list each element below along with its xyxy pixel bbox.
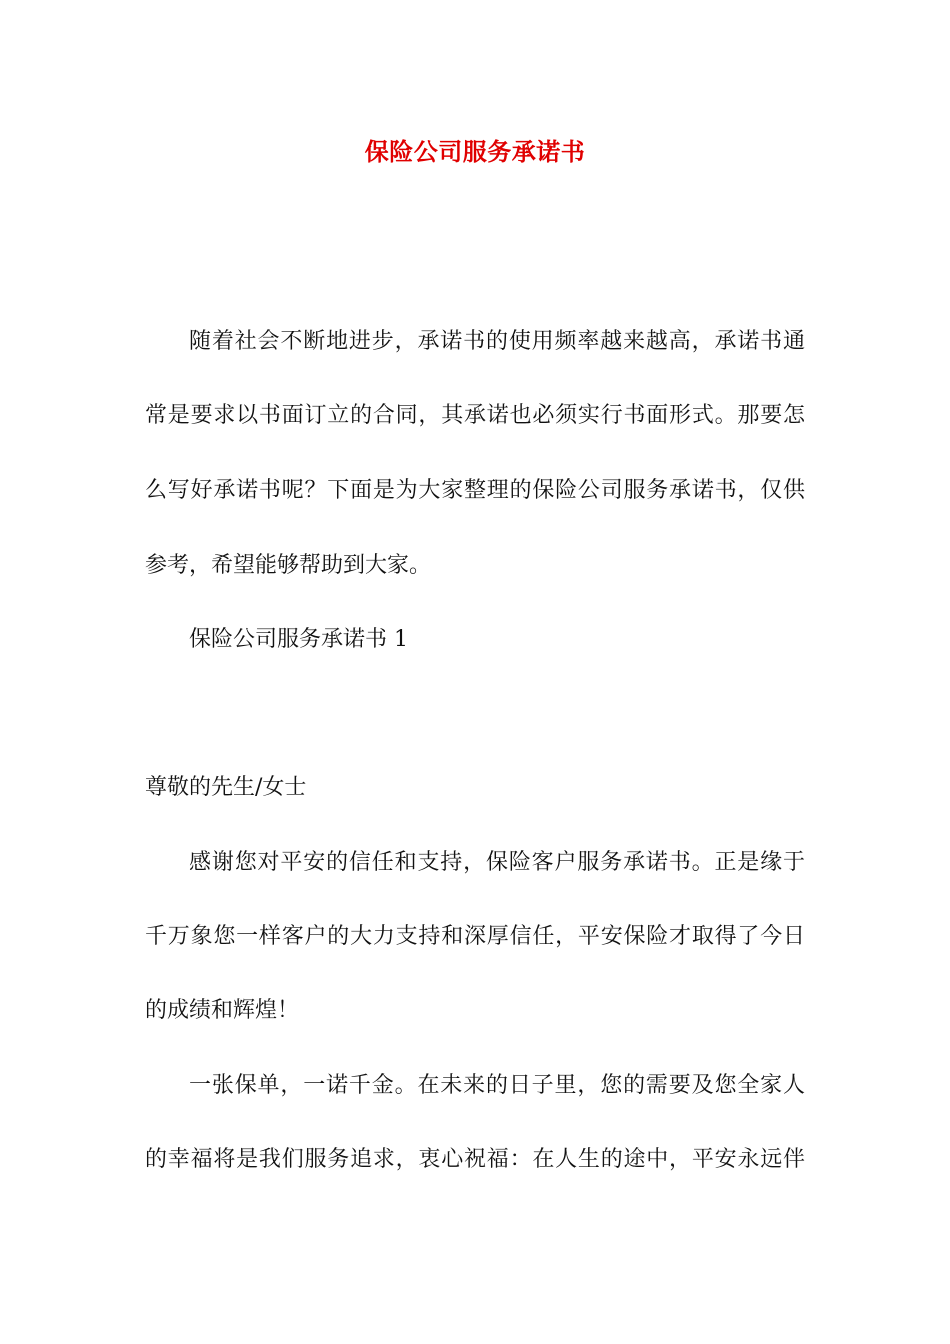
paragraph-line: 感谢您对平安的信任和支持，保险客户服务承诺书。正是缘于 [189, 850, 805, 875]
paragraph-line: 随着社会不断地进步，承诺书的使用频率越来越高，承诺书通 [189, 329, 805, 354]
paragraph-line: 千万象您一样客户的大力支持和深厚信任，平安保险才取得了今日 [145, 924, 805, 949]
paragraph-line: 的成绩和辉煌！ [145, 998, 300, 1023]
paragraph-line: 一张保单，一诺千金。在未来的日子里，您的需要及您全家人 [189, 1073, 805, 1098]
salutation: 尊敬的先生/女士 [145, 775, 307, 800]
paragraph-line: 常是要求以书面订立的合同，其承诺也必须实行书面形式。那要怎 [145, 403, 805, 428]
document-title: 保险公司服务承诺书 [364, 137, 586, 166]
paragraph-line: 的幸福将是我们服务追求，衷心祝福：在人生的途中，平安永远伴 [145, 1147, 805, 1172]
paragraph-line: 参考，希望能够帮助到大家。 [145, 553, 432, 578]
paragraph-line: 么写好承诺书呢？下面是为大家整理的保险公司服务承诺书，仅供 [145, 478, 805, 503]
section-heading: 保险公司服务承诺书 1 [189, 627, 408, 652]
